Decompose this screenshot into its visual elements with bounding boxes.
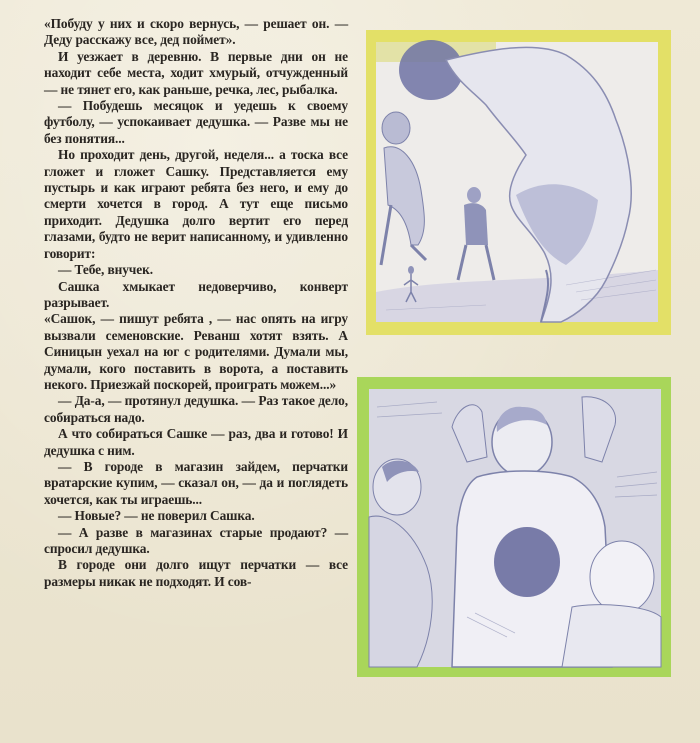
illustration-football-players (366, 30, 671, 335)
paragraph: — Новые? — не поверил Сашка. (58, 508, 255, 524)
paragraph: — Тебе, внучек. (58, 262, 153, 278)
paragraph: — Да-а, — протянул дедушка. — Раз такое дело, собираться надо. (44, 393, 348, 425)
paragraph: — Побудешь месяцок и уедешь к своему футболу, — успокаивает дедушка. — Разве мы не без понятия... (44, 98, 348, 146)
paragraph: — В городе в магазин зайдем, перчатки вратарские купим, — сказал он, — да и поглядеть хочется, как ты играешь... (44, 458, 348, 507)
paragraph: А что собираться Сашке — раз, два и готово! И дедушка с ним. (44, 426, 348, 458)
story-text-column (44, 16, 348, 590)
paragraph: Но проходит день, другой, неделя... а тоска все гложет и гложет Сашку. Представляется ему пустырь и как играют ребята без него, и ему до смерти хочется в город. А тут еще письмо приходит. Дедушка долго вертит его перед глазами, будто не верит написанному, и удивленно говорит: (44, 147, 348, 261)
paragraph: В городе они долго ищут перчатки — все размеры никак не подходят. И сов- (44, 557, 348, 589)
paragraph: Сашка хмыкает недоверчиво, конверт разрывает. (44, 278, 348, 310)
paragraph: — А разве в магазинах старые продают? — спросил дедушка. (44, 524, 348, 556)
paragraph: «Сашок, — пишут ребята , — нас опять на игру вызвали семеновские. Реванш хотят взять. А Синицын уехал на юг с родителями. Думали мы, думали, кого поставить в ворота, а поставить некого. Приезжай поскорей, проиграть можем...» (44, 311, 348, 392)
illustration-boys-with-ball (357, 377, 671, 677)
paragraph: И уезжает в деревню. В первые дни он не находит себе места, ходит хмурый, отчужденный — не тянет его, как раньше, речка, лес, рыбалка. (44, 48, 348, 97)
paragraph: «Побуду у них и скоро вернусь, — решает он. — Деду расскажу все, дед поймет». (44, 16, 348, 48)
